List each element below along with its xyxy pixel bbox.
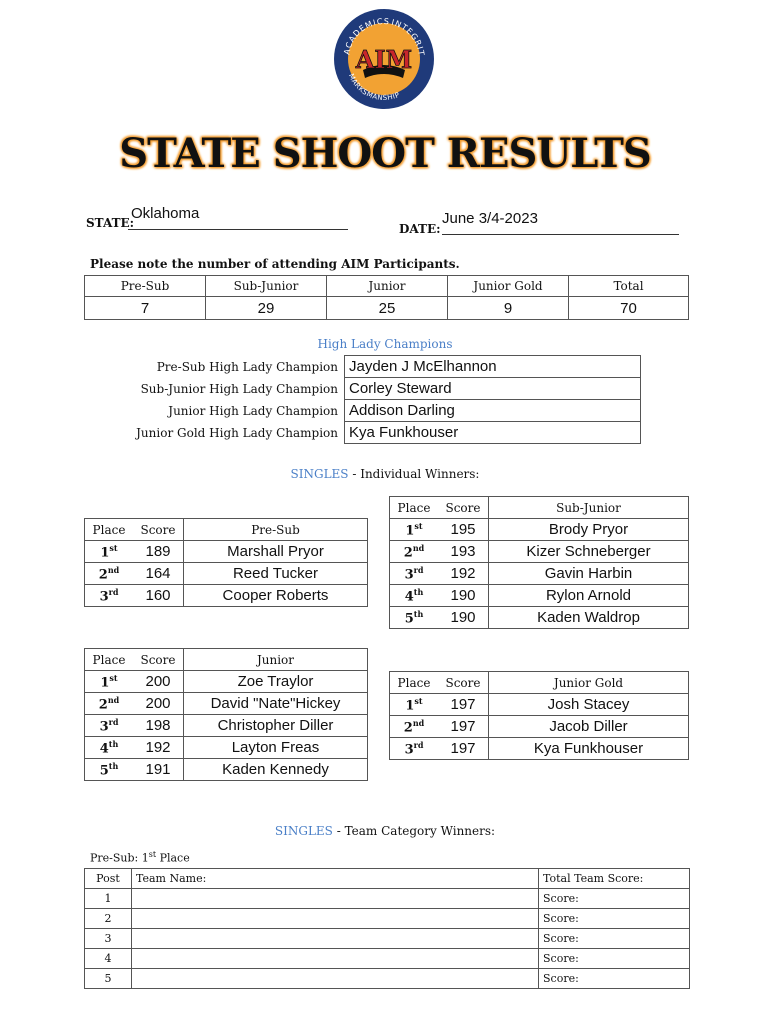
post-cell: 2: [85, 909, 132, 929]
table-row: [85, 715, 368, 737]
place-cell: 2nd: [390, 541, 439, 563]
table-row: [390, 541, 689, 563]
name-cell: Kya Funkhouser: [489, 738, 689, 760]
singles-team-heading: [0, 824, 770, 838]
participants-value: 9: [448, 297, 569, 320]
participants-header: Sub-Junior: [206, 276, 327, 297]
lady-name: Addison Darling: [345, 400, 641, 422]
state-underline: [128, 228, 348, 230]
name-cell: Josh Stacey: [489, 694, 689, 716]
score-header: Score: [133, 649, 184, 671]
post-cell: 5: [85, 969, 132, 989]
name-cell: Zoe Traylor: [184, 671, 368, 693]
team-name-cell[interactable]: [132, 929, 539, 949]
lady-label: Junior High Lady Champion: [168, 403, 338, 418]
score-cell: 189: [133, 541, 184, 563]
score-cell: 191: [133, 759, 184, 781]
team-name-cell[interactable]: [132, 889, 539, 909]
place-header: Place: [85, 519, 134, 541]
place-cell: 2nd: [85, 563, 134, 585]
team-score-cell: Score:: [539, 929, 690, 949]
subjunior-table: [389, 496, 689, 629]
name-cell: Kizer Schneberger: [489, 541, 689, 563]
singles-word: SINGLES: [290, 467, 349, 481]
score-cell: 200: [133, 671, 184, 693]
score-cell: 200: [133, 693, 184, 715]
date-underline: [442, 233, 679, 235]
place-cell: 1st: [85, 541, 134, 563]
singles-individual-heading: [0, 467, 770, 481]
participants-value: 25: [327, 297, 448, 320]
score-cell: 197: [438, 738, 489, 760]
date-value: June 3/4-2023: [442, 210, 538, 227]
table-row: [85, 909, 690, 929]
participants-header: Pre-Sub: [85, 276, 206, 297]
score-cell: 197: [438, 716, 489, 738]
place-cell: 2nd: [390, 716, 439, 738]
name-cell: Brody Pryor: [489, 519, 689, 541]
participants-value: 70: [569, 297, 689, 320]
score-header: Score: [438, 672, 489, 694]
name-cell: Cooper Roberts: [184, 585, 368, 607]
team-header-post: Post: [85, 869, 132, 889]
singles-rest: - Individual Winners:: [348, 467, 480, 481]
score-cell: 193: [438, 541, 489, 563]
participants-header: Junior Gold: [448, 276, 569, 297]
table-row: [390, 694, 689, 716]
lady-label: Junior Gold High Lady Champion: [136, 425, 338, 440]
team-score-cell: Score:: [539, 889, 690, 909]
place-cell: 1st: [390, 519, 439, 541]
participants-note: Please note the number of attending AIM Participants.: [90, 257, 460, 271]
lady-label: Pre-Sub High Lady Champion: [156, 359, 338, 374]
table-row: [85, 969, 690, 989]
score-cell: 190: [438, 585, 489, 607]
name-cell: Gavin Harbin: [489, 563, 689, 585]
score-cell: 195: [438, 519, 489, 541]
category-header: Sub-Junior: [489, 497, 689, 519]
lady-name: Corley Steward: [345, 378, 641, 400]
participants-header: Total: [569, 276, 689, 297]
logo-mark: AIM: [355, 45, 413, 74]
juniorgold-table: [389, 671, 689, 760]
lady-name: Jayden J McElhannon: [345, 356, 641, 378]
table-row: [85, 889, 690, 909]
logo-ring-right: INTEGRIT: [390, 17, 426, 57]
score-cell: 198: [133, 715, 184, 737]
place-cell: 5th: [85, 759, 134, 781]
lady-label: Sub-Junior High Lady Champion: [140, 381, 338, 396]
place-header: Place: [390, 672, 439, 694]
team-table: [84, 868, 690, 989]
team-name-cell[interactable]: [132, 969, 539, 989]
team-score-cell: Score:: [539, 969, 690, 989]
team-caption: Pre-Sub: 1st Place: [90, 850, 190, 865]
table-row: [85, 563, 368, 585]
place-cell: 1st: [390, 694, 439, 716]
score-header: Score: [438, 497, 489, 519]
place-cell: 3rd: [390, 738, 439, 760]
place-cell: 2nd: [85, 693, 134, 715]
name-cell: Rylon Arnold: [489, 585, 689, 607]
table-row: [390, 563, 689, 585]
score-header: Score: [133, 519, 184, 541]
table-row: [85, 759, 368, 781]
state-value: Oklahoma: [131, 205, 200, 222]
post-cell: 1: [85, 889, 132, 909]
table-row: [390, 585, 689, 607]
category-header: Junior Gold: [489, 672, 689, 694]
category-header: Pre-Sub: [184, 519, 368, 541]
participants-header: Junior: [327, 276, 448, 297]
singles-rest: - Team Category Winners:: [332, 824, 496, 838]
team-name-cell[interactable]: [132, 909, 539, 929]
state-label: STATE:: [86, 216, 135, 230]
post-cell: 3: [85, 929, 132, 949]
place-cell: 5th: [390, 607, 439, 629]
place-cell: 3rd: [390, 563, 439, 585]
junior-table: [84, 648, 368, 781]
participants-value: 7: [85, 297, 206, 320]
place-cell: 1st: [85, 671, 134, 693]
participants-value: 29: [206, 297, 327, 320]
lady-heading: High Lady Champions: [317, 337, 453, 351]
presub-table: [84, 518, 368, 607]
score-cell: 192: [133, 737, 184, 759]
team-name-cell[interactable]: [132, 949, 539, 969]
table-row: [85, 929, 690, 949]
table-row: [390, 519, 689, 541]
lady-table: [128, 355, 641, 444]
score-cell: 164: [133, 563, 184, 585]
score-cell: 192: [438, 563, 489, 585]
table-row: [85, 585, 368, 607]
name-cell: Jacob Diller: [489, 716, 689, 738]
team-score-cell: Score:: [539, 909, 690, 929]
table-row: [85, 949, 690, 969]
place-cell: 3rd: [85, 715, 134, 737]
table-row: [85, 737, 368, 759]
name-cell: Marshall Pryor: [184, 541, 368, 563]
team-header-name: Team Name:: [132, 869, 539, 889]
table-row: [85, 671, 368, 693]
name-cell: Kaden Kennedy: [184, 759, 368, 781]
category-header: Junior: [184, 649, 368, 671]
team-score-cell: Score:: [539, 949, 690, 969]
aim-logo: [333, 8, 435, 110]
place-header: Place: [390, 497, 439, 519]
team-header-score: Total Team Score:: [539, 869, 690, 889]
participants-table: [84, 275, 689, 320]
logo-ring-top: ACADEMICS: [342, 16, 391, 56]
post-cell: 4: [85, 949, 132, 969]
singles-word: SINGLES: [274, 824, 333, 838]
page-title: STATE SHOOT RESULTS: [119, 130, 651, 177]
table-row: [390, 716, 689, 738]
place-cell: 4th: [390, 585, 439, 607]
score-cell: 197: [438, 694, 489, 716]
lady-name: Kya Funkhouser: [345, 422, 641, 444]
table-row: [390, 738, 689, 760]
table-row: [85, 541, 368, 563]
date-label: DATE:: [399, 222, 441, 236]
name-cell: Reed Tucker: [184, 563, 368, 585]
score-cell: 190: [438, 607, 489, 629]
name-cell: Christopher Diller: [184, 715, 368, 737]
place-header: Place: [85, 649, 134, 671]
place-cell: 3rd: [85, 585, 134, 607]
table-row: [390, 607, 689, 629]
place-cell: 4th: [85, 737, 134, 759]
logo-ring-bottom: MARKSMANSHIP: [346, 72, 402, 103]
score-cell: 160: [133, 585, 184, 607]
name-cell: Layton Freas: [184, 737, 368, 759]
table-row: [85, 693, 368, 715]
name-cell: Kaden Waldrop: [489, 607, 689, 629]
name-cell: David "Nate"Hickey: [184, 693, 368, 715]
